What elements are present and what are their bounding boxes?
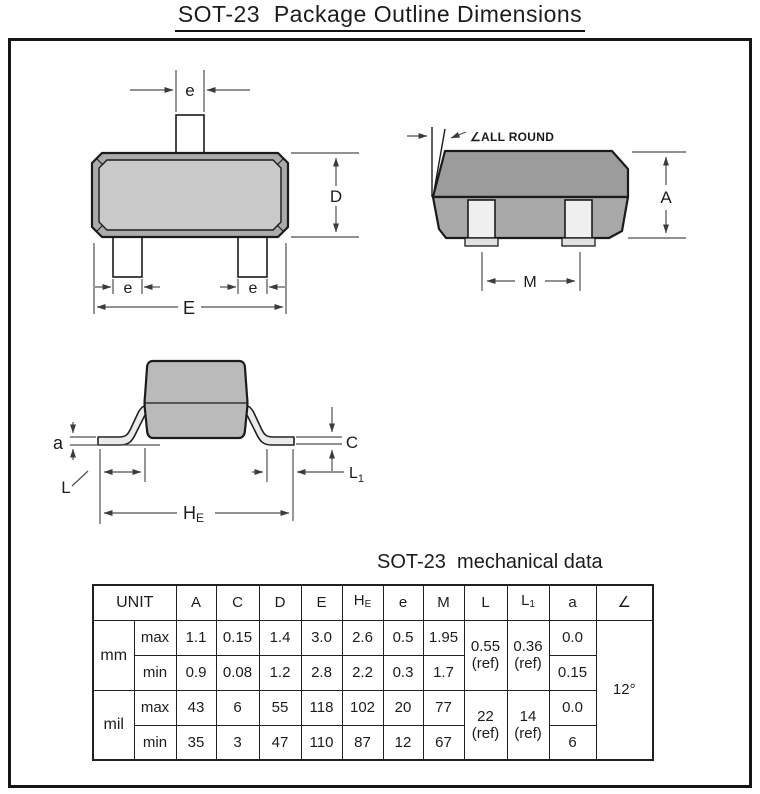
table-title: SOT-23 mechanical data: [377, 551, 603, 573]
col-header-C: C: [216, 585, 259, 620]
table-header-row: [93, 585, 653, 620]
cell-mil-max-A: 43: [176, 690, 216, 725]
label-a: a: [52, 433, 64, 453]
unit-mil-cell: mil: [93, 690, 134, 760]
col-header-L: L: [464, 585, 507, 620]
row-mm-min: [93, 655, 653, 690]
label-D: D: [329, 187, 343, 206]
col-header-M: M: [423, 585, 464, 620]
col-header-E: E: [301, 585, 342, 620]
cell-angle-value: 12°: [596, 620, 653, 760]
col-header-angle: ∠: [596, 585, 653, 620]
label-C: C: [345, 433, 359, 452]
label-A: A: [660, 188, 672, 207]
col-header-L1: $L_1$: [507, 585, 549, 620]
cell-mil-min-a: 6: [549, 725, 596, 760]
row-mil-max: [93, 690, 653, 725]
cell-mm-max-M: 1.95: [423, 620, 464, 655]
cell-mil-max-a: 0.0: [549, 690, 596, 725]
cell-mil-L1: 14 (ref): [507, 690, 549, 760]
col-header-a: a: [549, 585, 596, 620]
cell-mil-min-e: 12: [383, 725, 423, 760]
label-e-top: e: [185, 81, 195, 100]
cell-mil-min-D: 47: [259, 725, 301, 760]
limit-mm-max: max: [134, 620, 176, 655]
limit-mil-min: min: [134, 725, 176, 760]
row-mm-max: [93, 620, 653, 655]
limit-mm-min: min: [134, 655, 176, 690]
col-header-e: e: [383, 585, 423, 620]
cell-mil-max-M: 77: [423, 690, 464, 725]
cell-mil-min-M: 67: [423, 725, 464, 760]
cell-mm-max-A: 1.1: [176, 620, 216, 655]
cell-mm-max-C: 0.15: [216, 620, 259, 655]
col-header-A: A: [176, 585, 216, 620]
cell-mil-max-e: 20: [383, 690, 423, 725]
cell-mm-max-e: 0.5: [383, 620, 423, 655]
unit-header-cell: UNIT: [93, 585, 176, 620]
mechanical-data-table: [92, 584, 654, 761]
cell-mil-L: 22 (ref): [464, 690, 507, 760]
cell-mil-max-C: 6: [216, 690, 259, 725]
cell-mm-max-E: 3.0: [301, 620, 342, 655]
cell-mm-min-HE: 2.2: [342, 655, 383, 690]
cell-mil-min-E: 110: [301, 725, 342, 760]
row-mil-min: [93, 725, 653, 760]
label-HE: HE: [183, 503, 205, 525]
cell-mm-L1: 0.36 (ref): [507, 620, 549, 690]
label-E: E: [182, 298, 196, 318]
label-e-bottom-right: e: [248, 280, 258, 297]
label-e-bottom-left: e: [123, 280, 133, 297]
cell-mm-min-A: 0.9: [176, 655, 216, 690]
cell-mm-min-E: 2.8: [301, 655, 342, 690]
limit-mil-max: max: [134, 690, 176, 725]
label-L1: $L_1$: [349, 465, 365, 485]
page-title: [0, 1, 760, 32]
cell-mm-min-e: 0.3: [383, 655, 423, 690]
col-header-HE: $H_E$: [342, 585, 383, 620]
label-M: M: [523, 274, 537, 291]
cell-mm-max-a: 0.0: [549, 620, 596, 655]
unit-mm-cell: mm: [93, 620, 134, 690]
cell-mil-min-C: 3: [216, 725, 259, 760]
cell-mm-max-D: 1.4: [259, 620, 301, 655]
cell-mm-min-M: 1.7: [423, 655, 464, 690]
page-title-text: SOT-23 Package Outline Dimensions: [175, 1, 585, 32]
label-L: L: [61, 478, 71, 497]
cell-mm-max-HE: 2.6: [342, 620, 383, 655]
cell-mil-max-HE: 102: [342, 690, 383, 725]
label-all-round: ∠ALL ROUND: [470, 130, 555, 144]
cell-mil-max-D: 55: [259, 690, 301, 725]
cell-mm-L: 0.55 (ref): [464, 620, 507, 690]
col-header-D: D: [259, 585, 301, 620]
cell-mil-max-E: 118: [301, 690, 342, 725]
cell-mm-min-a: 0.15: [549, 655, 596, 690]
cell-mm-min-C: 0.08: [216, 655, 259, 690]
cell-mil-min-HE: 87: [342, 725, 383, 760]
cell-mm-min-D: 1.2: [259, 655, 301, 690]
cell-mil-min-A: 35: [176, 725, 216, 760]
